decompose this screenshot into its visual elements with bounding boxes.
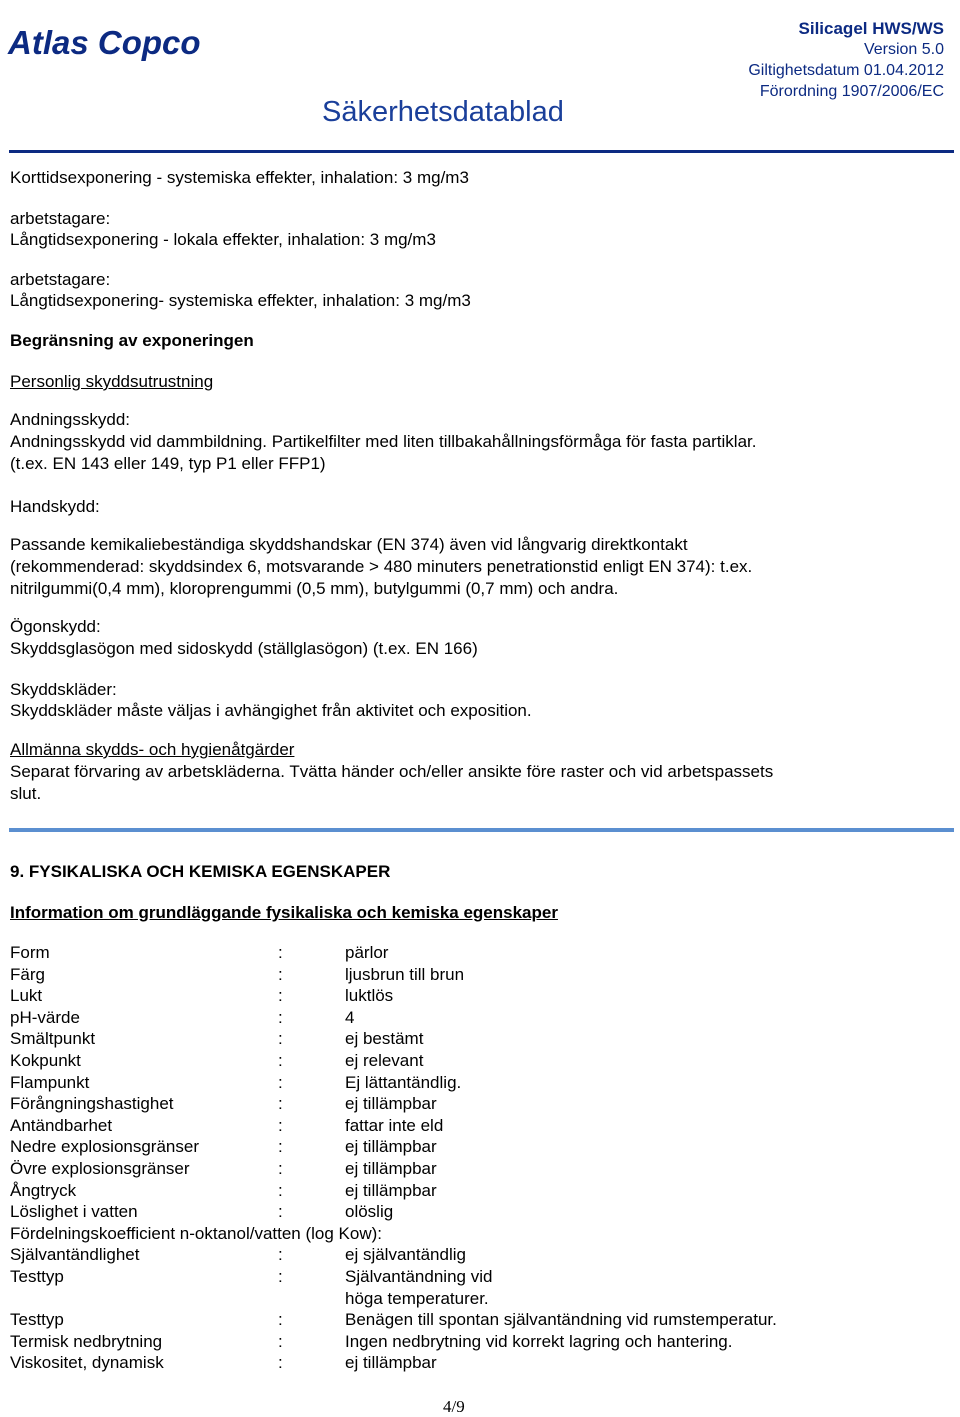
property-separator: : (278, 1202, 283, 1222)
property-separator: : (278, 1266, 283, 1286)
header-meta (748, 18, 944, 102)
property-row (10, 1352, 930, 1374)
property-separator: : (278, 943, 283, 962)
property-separator: : (278, 1353, 283, 1373)
property-separator: : (278, 1158, 283, 1178)
property-row (10, 1050, 930, 1072)
text-line: Passande kemikaliebeständiga skyddshandskar (EN 374) även vid långvarig direktkontakt (10, 535, 688, 554)
text-line: Korttidsexponering - systemiska effekter, inhalation: 3 mg/m3 (10, 168, 469, 187)
regulation: Förordning 1907/2006/EC (759, 83, 944, 100)
property-separator: : (278, 1331, 283, 1351)
property-row (10, 1180, 930, 1202)
subheading: Begränsning av exponeringen (10, 331, 254, 350)
text-line: Skyddskläder: (10, 680, 117, 699)
property-separator: : (278, 1050, 283, 1070)
text-line: Skyddsglasögon med sidoskydd (ställglasögon) (t.ex. EN 166) (10, 639, 478, 658)
text-line: (rekommenderad: skyddsindex 6, motsvarande > 480 minuters penetrationstid enligt EN 374): t.ex. (10, 557, 753, 576)
text-line: slut. (10, 784, 42, 803)
text-line: Ögonskydd: (10, 617, 101, 636)
property-row (10, 1028, 930, 1050)
text-line: Handskydd: (10, 497, 100, 516)
property-label: Form (10, 943, 50, 962)
property-label: Testtyp (10, 1310, 64, 1330)
text-line: Skyddskläder måste väljas i avhängighet från aktivitet och exposition. (10, 701, 532, 720)
document-title: Säkerhetsdatablad (322, 96, 564, 128)
property-label: Lukt (10, 986, 43, 1006)
property-row (10, 1115, 930, 1137)
property-value: luktlös (345, 986, 394, 1006)
property-row (10, 964, 930, 986)
property-value: olöslig (345, 1202, 394, 1222)
atlas-copco-logo (8, 18, 201, 68)
property-separator: : (278, 1310, 283, 1330)
property-row (10, 942, 930, 964)
subheading-underlined: Allmänna skydds- och hygienåtgärder (10, 740, 295, 759)
property-label: Viskositet, dynamisk (10, 1353, 164, 1373)
property-value: ljusbrun till brun (345, 964, 465, 984)
property-row (10, 1072, 930, 1094)
property-label: Fördelningskoefficient n-oktanol/vatten (log Kow): (10, 1223, 382, 1243)
property-separator: : (278, 1094, 283, 1114)
property-value: fattar inte eld (345, 1115, 444, 1135)
text-line: nitrilgummi(0,4 mm), kloroprengummi (0,5 mm), butylgummi (0,7 mm) och andra. (10, 579, 619, 598)
property-label: Flampunkt (10, 1072, 90, 1092)
property-value: 4 (345, 1007, 355, 1027)
property-value: pärlor (345, 943, 389, 962)
page-number: 4/9 (443, 1397, 465, 1416)
property-row (10, 1223, 930, 1245)
property-value: ej självantändlig (345, 1245, 466, 1265)
text-line: Andningsskydd vid dammbildning. Partikelfilter med liten tillbakahållningsförmåga för fasta partiklar. (10, 432, 757, 451)
text-line: arbetstagare: (10, 270, 111, 289)
property-row (10, 1136, 930, 1158)
property-label: Förångningshastighet (10, 1094, 174, 1114)
property-separator: : (278, 1072, 283, 1092)
property-row (10, 1331, 930, 1353)
property-separator: : (278, 986, 283, 1006)
property-label: Testtyp (10, 1266, 64, 1286)
property-value: Ej lättantändlig. (345, 1072, 462, 1092)
property-value: ej relevant (345, 1050, 424, 1070)
property-value: ej tillämpbar (345, 1158, 437, 1178)
validity-date: Giltighetsdatum 01.04.2012 (748, 62, 944, 79)
property-separator: : (278, 1029, 283, 1049)
page-header (0, 0, 960, 155)
product-name: Silicagel HWS/WS (798, 19, 944, 38)
header-divider (9, 150, 954, 153)
property-row (10, 1201, 930, 1223)
property-separator: : (278, 1007, 283, 1027)
property-label: Antändbarhet (10, 1115, 113, 1135)
property-row (10, 1007, 930, 1029)
version: Version 5.0 (863, 41, 944, 58)
property-row (10, 1266, 930, 1309)
property-value: Benägen till spontan självantändning vid rumstemperatur. (345, 1310, 777, 1330)
text-line: (t.ex. EN 143 eller 149, typ P1 eller FFP1) (10, 454, 326, 473)
text-line: Långtidsexponering- systemiska effekter, inhalation: 3 mg/m3 (10, 291, 471, 310)
property-label: Termisk nedbrytning (10, 1331, 163, 1351)
property-row (10, 1244, 930, 1266)
property-label: Ångtryck (10, 1180, 77, 1200)
text-line: Långtidsexponering - lokala effekter, inhalation: 3 mg/m3 (10, 230, 436, 249)
property-separator: : (278, 1180, 283, 1200)
section-divider (9, 828, 954, 832)
property-value: ej bestämt (345, 1029, 424, 1049)
text-line: Separat förvaring av arbetskläderna. Tvätta händer och/eller ansikte före raster och vid arbetspassets (10, 762, 774, 781)
subheading-underlined: Personlig skyddsutrustning (10, 372, 214, 391)
property-label: Övre explosionsgränser (10, 1158, 190, 1178)
property-row (10, 1309, 930, 1331)
property-row (10, 1158, 930, 1180)
property-separator: : (278, 1137, 283, 1157)
property-value: ej tillämpbar (345, 1137, 437, 1157)
property-label: Smältpunkt (10, 1029, 96, 1049)
section-subtitle: Information om grundläggande fysikaliska och kemiska egenskaper (10, 903, 558, 922)
property-label: Löslighet i vatten (10, 1202, 138, 1222)
property-separator: : (278, 1245, 283, 1265)
property-separator: : (278, 964, 283, 984)
property-label: Självantändlighet (10, 1245, 140, 1265)
property-value: Ingen nedbrytning vid korrekt lagring och hantering. (345, 1331, 733, 1351)
section-title: 9. FYSIKALISKA OCH KEMISKA EGENSKAPER (10, 862, 391, 881)
property-label: pH-värde (10, 1007, 80, 1027)
property-label: Nedre explosionsgränser (10, 1137, 199, 1157)
property-value: Självantändning vid höga temperaturer. (345, 1266, 493, 1308)
property-label: Färg (10, 964, 45, 984)
text-line: Andningsskydd: (10, 410, 131, 429)
property-value: ej tillämpbar (345, 1353, 437, 1373)
logo-wordmark: Atlas Copco (8, 24, 201, 61)
text-line: arbetstagare: (10, 209, 111, 228)
property-row (10, 985, 930, 1007)
properties-table (10, 942, 930, 1374)
property-value: ej tillämpbar (345, 1180, 437, 1200)
property-label: Kokpunkt (10, 1050, 81, 1070)
property-row (10, 1093, 930, 1115)
property-separator: : (278, 1115, 283, 1135)
property-value: ej tillämpbar (345, 1094, 437, 1114)
